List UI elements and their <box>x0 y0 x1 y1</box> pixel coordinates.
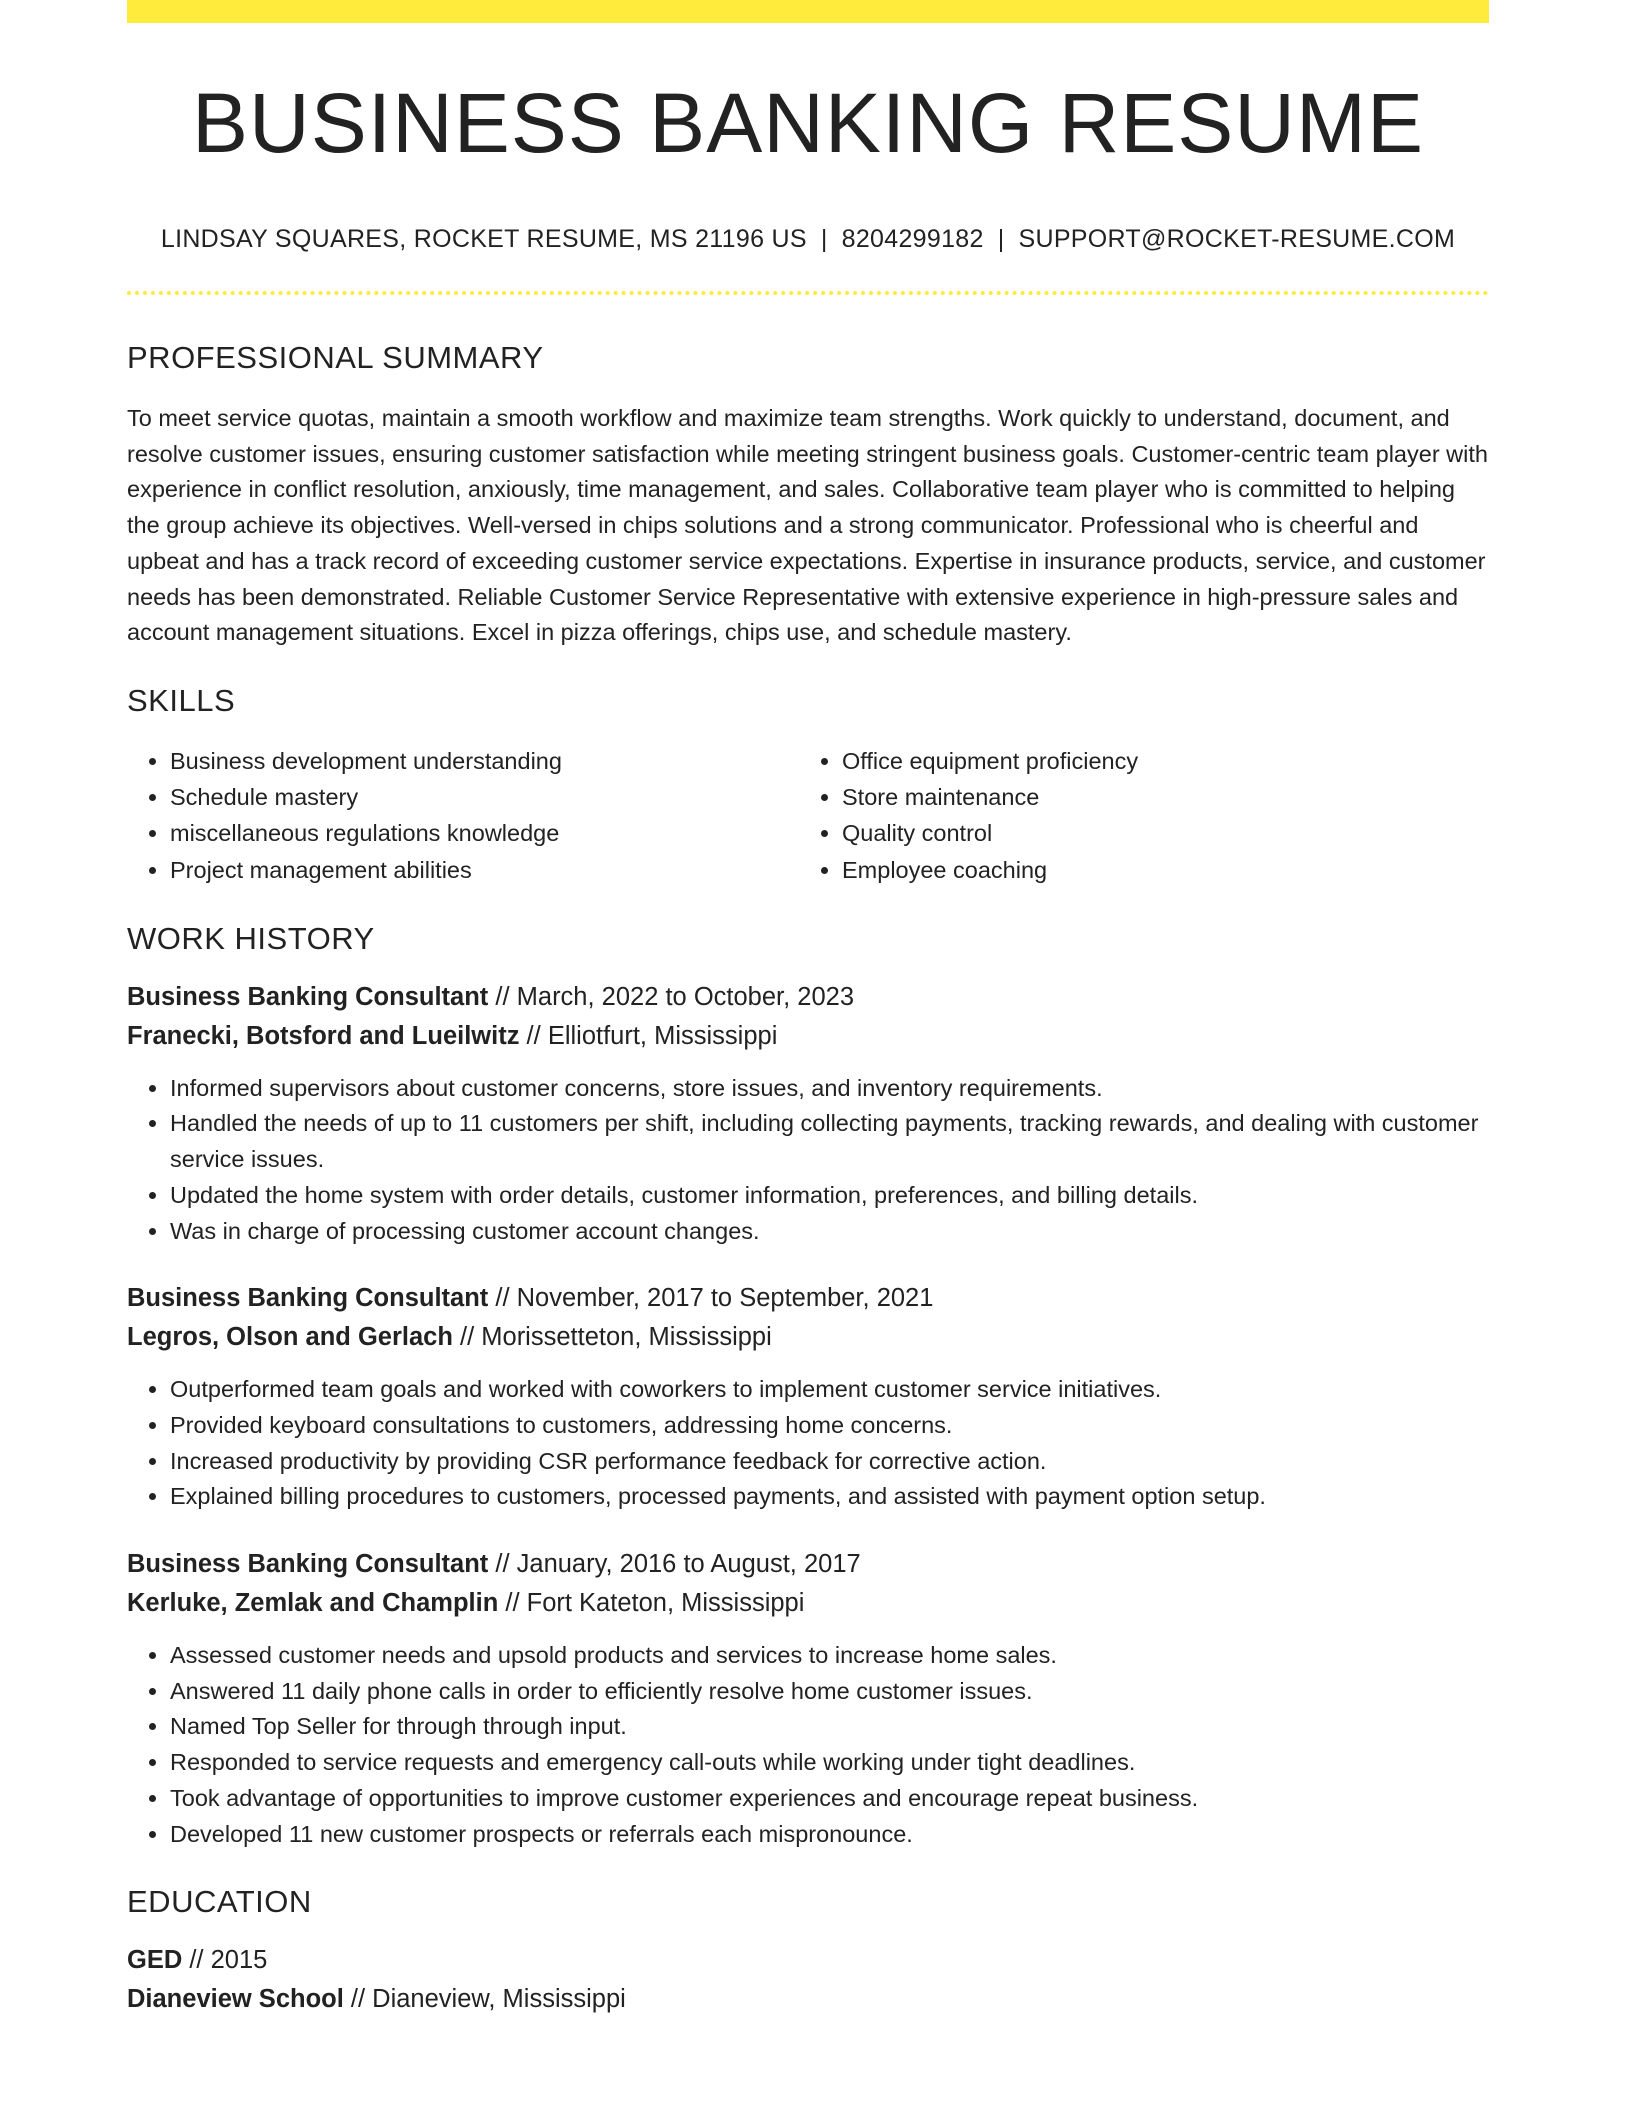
job-company-line <box>127 1318 1489 1357</box>
job-entry <box>127 1279 1489 1515</box>
job-dates: January, 2016 to August, 2017 <box>516 1550 861 1579</box>
job-bullet: • Took advantage of opportunities to improve customer experiences and encourage repeat business. <box>170 1781 1489 1817</box>
accent-top-bar <box>127 0 1489 23</box>
education-school-line <box>127 1980 1489 2019</box>
skill-item: • Business development understanding <box>170 743 799 779</box>
contact-separator: | <box>997 225 1005 253</box>
education-heading: EDUCATION <box>127 1884 312 1920</box>
education-degree: GED <box>127 1946 183 1975</box>
job-bullet: • Was in charge of processing customer account changes. <box>170 1214 1489 1250</box>
resume-title: BUSINESS BANKING RESUME <box>192 76 1424 170</box>
skill-item: • Schedule mastery <box>170 779 799 815</box>
separator: // <box>182 1946 211 1975</box>
education-entry <box>127 1941 1489 2019</box>
job-bullets <box>127 1071 1489 1250</box>
job-dates: November, 2017 to September, 2021 <box>516 1284 934 1313</box>
job-bullet: • Assessed customer needs and upsold products and services to increase home sales. <box>170 1638 1489 1674</box>
job-bullet: • Responded to service requests and emergency call-outs while working under tight deadlines. <box>170 1745 1489 1781</box>
job-bullets <box>127 1638 1489 1852</box>
skills-right-column <box>799 743 1471 888</box>
job-company-line <box>127 1017 1489 1056</box>
summary-text: To meet service quotas, maintain a smooth workflow and maximize team strengths. Work quickly to understand, document, and resolve customer issues, ensuring customer satisfaction while meeting stringent business goals. Customer-centric team player with experience in conflict resolution, anxiously, time management, and sales. Collaborative team player who is committed to helping the group achieve its objectives. Well-versed in chips solutions and a strong communicator. Professional who is cheerful and upbeat and has a track record of exceeding customer service expectations. Expertise in insurance products, service, and customer needs has been demonstrated. Reliable Customer Service Representative with extensive experience in high-pressure sales and account management situations. Excel in pizza offerings, chips use, and schedule mastery. <box>127 405 1488 646</box>
job-entry <box>127 978 1489 1250</box>
job-company-line <box>127 1584 1489 1623</box>
education-degree-line <box>127 1941 1489 1980</box>
skill-item: • Employee coaching <box>842 852 1471 888</box>
job-bullet: • Developed 11 new customer prospects or referrals each mispronounce. <box>170 1817 1489 1853</box>
job-company: Franecki, Botsford and Lueilwitz <box>127 1021 520 1050</box>
job-title: Business Banking Consultant <box>127 1284 489 1313</box>
job-entry <box>127 1545 1489 1852</box>
separator: // <box>519 1021 548 1050</box>
job-location: Morissetteton, Mississippi <box>481 1323 772 1352</box>
job-title-line <box>127 1545 1489 1584</box>
job-title-line <box>127 1279 1489 1318</box>
skill-item: • Quality control <box>842 815 1471 851</box>
education-year: 2015 <box>210 1946 268 1975</box>
education-school: Dianeview School <box>127 1985 344 2014</box>
skills-heading: SKILLS <box>127 682 236 718</box>
summary-heading: PROFESSIONAL SUMMARY <box>127 340 544 375</box>
resume-page <box>127 0 1489 2019</box>
job-company: Kerluke, Zemlak and Champlin <box>127 1589 499 1618</box>
job-bullet: • Answered 11 daily phone calls in order to efficiently resolve home customer issues. <box>170 1674 1489 1710</box>
separator: // <box>498 1589 527 1618</box>
skill-item: • Office equipment proficiency <box>842 743 1471 779</box>
skill-item: • Project management abilities <box>170 852 799 888</box>
job-bullet: • Updated the home system with order details, customer information, preferences, and billing details. <box>170 1178 1489 1214</box>
skills-left-column <box>127 743 799 888</box>
contact-address: LINDSAY SQUARES, ROCKET RESUME, MS 21196 US <box>160 225 807 253</box>
separator: // <box>452 1323 482 1352</box>
job-location: Elliotfurt, Mississippi <box>547 1021 778 1050</box>
job-bullet: • Provided keyboard consultations to customers, addressing home concerns. <box>170 1408 1489 1444</box>
job-location: Fort Kateton, Mississippi <box>526 1589 805 1618</box>
education-location: Dianeview, Mississippi <box>372 1985 626 2014</box>
contact-line <box>127 227 1489 252</box>
job-bullet: • Informed supervisors about customer concerns, store issues, and inventory requirements. <box>170 1071 1489 1107</box>
separator: // <box>343 1985 373 2014</box>
job-bullet: • Named Top Seller for through through input. <box>170 1709 1489 1745</box>
work-history-heading: WORK HISTORY <box>127 920 375 956</box>
job-bullet: • Increased productivity by providing CSR performance feedback for corrective action. <box>170 1444 1489 1480</box>
contact-phone: 8204299182 <box>841 225 984 253</box>
contact-email: SUPPORT@ROCKET-RESUME.COM <box>1018 225 1456 253</box>
skills-grid <box>127 743 1489 888</box>
job-bullets <box>127 1372 1489 1515</box>
contact-separator: | <box>820 225 828 253</box>
dotted-divider <box>127 291 1489 295</box>
separator: // <box>488 982 517 1011</box>
job-bullet: • Outperformed team goals and worked with coworkers to implement customer service initiatives. <box>170 1372 1489 1408</box>
job-bullet: • Handled the needs of up to 11 customers per shift, including collecting payments, tracking rewards, and dealing with customer service issues. <box>170 1106 1489 1177</box>
job-bullet: • Explained billing procedures to customers, processed payments, and assisted with payment option setup. <box>170 1479 1489 1515</box>
job-company: Legros, Olson and Gerlach <box>127 1323 453 1352</box>
job-title: Business Banking Consultant <box>127 982 489 1011</box>
job-dates: March, 2022 to October, 2023 <box>516 982 855 1011</box>
skill-item: • miscellaneous regulations knowledge <box>170 815 799 851</box>
separator: // <box>488 1550 517 1579</box>
job-title-line <box>127 978 1489 1017</box>
job-title: Business Banking Consultant <box>127 1550 489 1579</box>
skill-item: • Store maintenance <box>842 779 1471 815</box>
separator: // <box>488 1284 517 1313</box>
